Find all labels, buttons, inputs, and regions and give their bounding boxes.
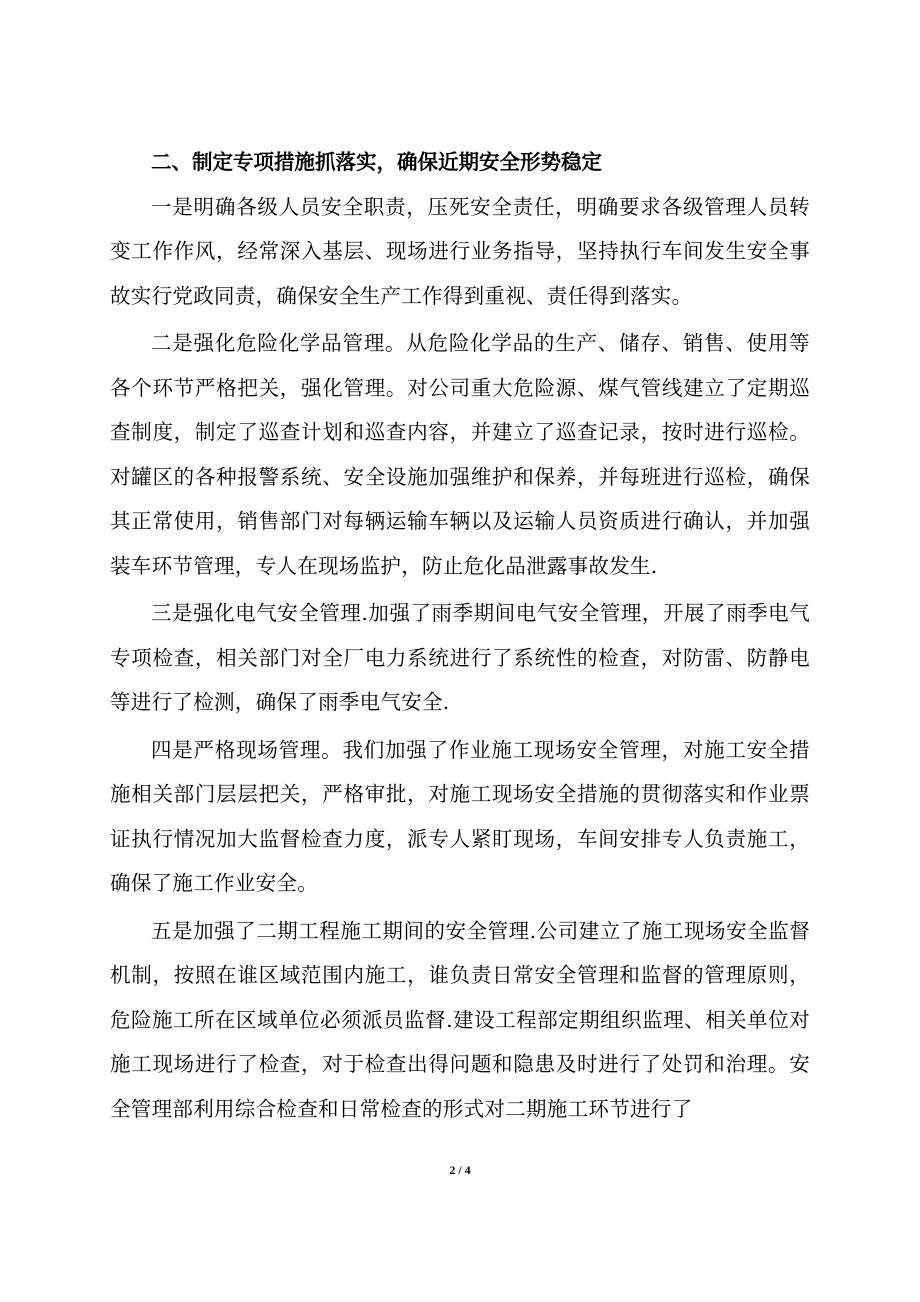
paragraph-5: 五是加强了二期工程施工期间的安全管理.公司建立了施工现场安全监督机制，按照在谁区域范围内施工，谁负责日常安全管理和监督的管理原则，危险施工所在区域单位必须派员监督.建设工程部定期组织监理、相关单位对施工现场进行了检查，对于检查出得问题和隐患及时进行了处罚和治理。安全管理部利用综合检查和日常检查的形式对二期施工环节进行了 <box>110 918 810 1121</box>
paragraph-2: 二是强化危险化学品管理。从危险化学品的生产、储存、销售、使用等各个环节严格把关，强化管理。对公司重大危险源、煤气管线建立了定期巡查制度，制定了巡查计划和巡查内容，并建立了巡查记录，按时进行巡检。对罐区的各种报警系统、安全设施加强维护和保养，并每班进行巡检，确保其正常使用，销售部门对每辆运输车辆以及运输人员资质进行确认，并加强装车环节管理，专人在现场监护，防止危化品泄露事故发生. <box>110 331 810 578</box>
paragraph-1: 一是明确各级人员安全职责，压死安全责任，明确要求各级管理人员转变工作作风，经常深入基层、现场进行业务指导，坚持执行车间发生安全事故实行党政同责，确保安全生产工作得到重视、责任得到落实。 <box>110 194 810 308</box>
paragraph-3: 三是强化电气安全管理.加强了雨季期间电气安全管理，开展了雨季电气专项检查，相关部门对全厂电力系统进行了系统性的检查，对防雷、防静电等进行了检测，确保了雨季电气安全. <box>110 601 810 714</box>
page-number: 2 / 4 <box>449 1163 471 1177</box>
section-heading: 二、制定专项措施抓落实，确保近期安全形势稳定 <box>151 150 602 174</box>
document-body <box>110 140 810 1134</box>
paragraph-4: 四是严格现场管理。我们加强了作业施工现场安全管理，对施工安全措施相关部门层层把关，严格审批，对施工现场安全措施的贯彻落实和作业票证执行情况加大监督检查力度，派专人紧盯现场，车间安排专人负责施工，确保了施工作业安全。 <box>110 737 810 895</box>
